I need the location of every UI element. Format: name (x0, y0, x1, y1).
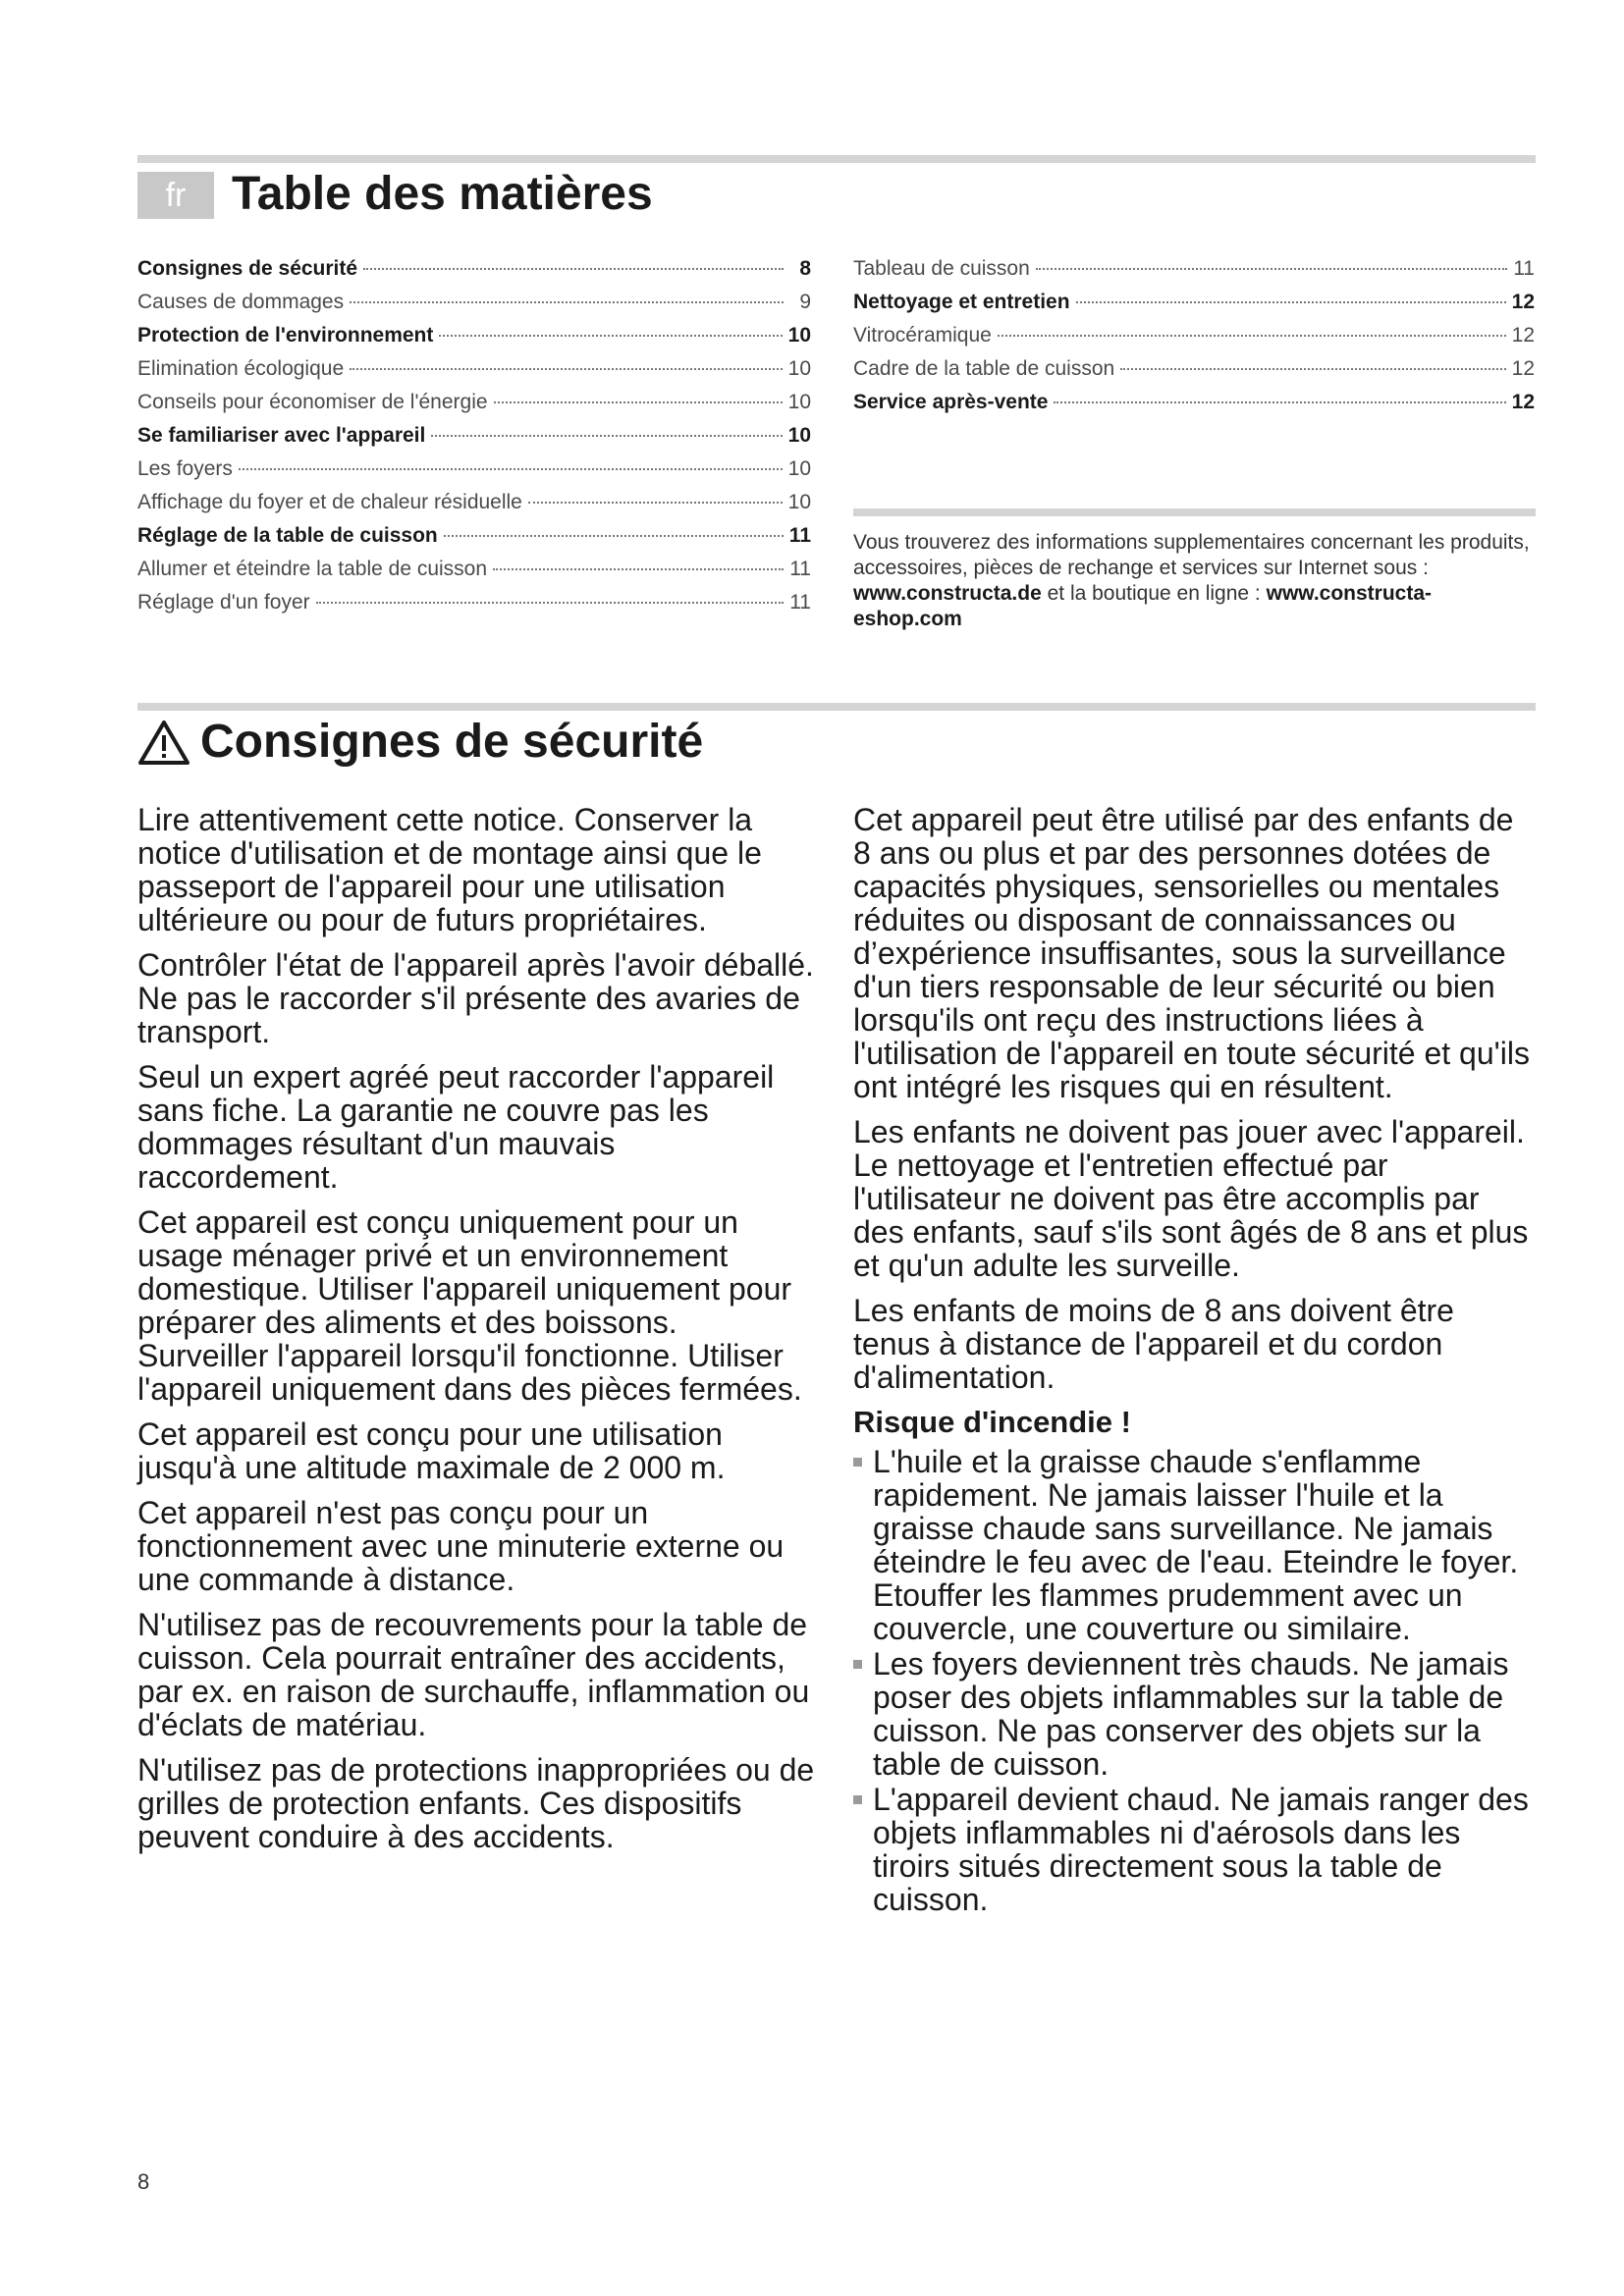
toc-leader-dots (439, 335, 782, 337)
toc-entry-label: Se familiariser avec l'appareil (137, 424, 426, 447)
toc-entry-page: 12 (1511, 391, 1535, 413)
toc-leader-dots (1036, 268, 1507, 270)
list-item (853, 1445, 1535, 1645)
safety-paragraph: N'utilisez pas de recouvrements pour la table de cuisson. Cela pourrait entraîner des accidents, par ex. en raison de surchauffe, inflammation ou d'éclats de matériau. (137, 1607, 810, 1742)
toc-entry[interactable] (137, 524, 811, 558)
toc-entry-page: 10 (787, 491, 811, 513)
toc-leader-dots (444, 535, 784, 537)
info-divider (853, 508, 1536, 516)
eshop-link[interactable]: www.constructa-eshop.com (853, 582, 1433, 630)
toc-entry-label: Tableau de cuisson (853, 257, 1030, 280)
toc-entry-label: Réglage d'un foyer (137, 591, 310, 614)
safety-paragraph: N'utilisez pas de protections inappropriées ou de grilles de protection enfants. Ces dispositifs peuvent conduire à des accidents. (137, 1752, 815, 1854)
toc-entry-page: 12 (1511, 324, 1535, 347)
toc-entry-label: Vitrocéramique (853, 324, 992, 347)
list-item (853, 1783, 1535, 1916)
toc-entry[interactable] (137, 257, 811, 291)
list-item-text: Les foyers deviennent très chauds. Ne jamais poser des objets inflammables sur la table de cuisson. Ne pas conserver des objets sur la table de cuisson. (873, 1646, 1509, 1782)
toc-entry-label: Consignes de sécurité (137, 257, 358, 280)
toc-entry[interactable] (853, 357, 1535, 391)
toc-leader-dots (1076, 301, 1506, 303)
toc-leader-dots (1054, 401, 1505, 403)
toc-leader-dots (998, 335, 1506, 337)
safety-paragraph: Seul un expert agréé peut raccorder l'appareil sans fiche. La garantie ne couvre pas les dommages résultant d'un mauvais raccordement. (137, 1059, 775, 1195)
toc-entry-page: 11 (1513, 257, 1535, 280)
toc-title: Table des matières (232, 168, 653, 220)
toc-entry-label: Elimination écologique (137, 357, 345, 380)
toc-entry-page: 10 (787, 457, 811, 480)
constructa-link[interactable]: www.constructa.de (853, 582, 1042, 605)
info-box (853, 530, 1535, 632)
info-text: Vous trouverez des informations supplementaires concernant les produits, accessoires, pièces de rechange et services sur Internet sous : (853, 531, 1530, 579)
toc-entry-label: Cadre de la table de cuisson (853, 357, 1115, 380)
toc-entry[interactable] (137, 357, 811, 391)
square-bullet-icon (853, 1660, 862, 1669)
list-item (853, 1647, 1535, 1781)
toc-entry-label: Affichage du foyer et de chaleur résiduelle (137, 491, 522, 513)
toc-entry[interactable] (137, 558, 811, 591)
toc-entry-page: 10 (787, 391, 811, 413)
toc-entry-page: 10 (787, 357, 811, 380)
toc-entry[interactable] (853, 257, 1535, 291)
safety-paragraph: Contrôler l'état de l'appareil après l'avoir déballé. Ne pas le raccorder s'il présente des avaries de transport. (137, 947, 814, 1049)
fire-risk-list (853, 1445, 1535, 1916)
toc-leader-dots (239, 468, 783, 470)
toc-entry[interactable] (137, 491, 811, 524)
safety-paragraph: Cet appareil peut être utilisé par des enfants de 8 ans ou plus et par des personnes dotées de capacités physiques, sensorielles ou mentales réduites ou disposant de connaissances ou d’expérience insuffisantes, sous la surveillance d'un tiers responsable de leur sécurité ou bien lorsqu'ils ont reçu des instructions liées à l'utilisation de l'appareil en toute sécurité et qu'ils ont intégré les risques qui en résultent. (853, 802, 1530, 1104)
safety-paragraph: Lire attentivement cette notice. Conserver la notice d'utilisation et de montage ainsi que le passeport de l'appareil pour une utilisation ultérieure ou pour de futurs propriétaires. (137, 802, 762, 937)
toc-entry-label: Nettoyage et entretien (853, 291, 1070, 313)
toc-entry-label: Allumer et éteindre la table de cuisson (137, 558, 488, 580)
toc-entry-page: 9 (799, 291, 811, 313)
info-text-2: et la boutique en ligne : (1041, 582, 1267, 605)
toc-leader-dots (363, 268, 784, 270)
square-bullet-icon (853, 1795, 862, 1804)
toc-entry[interactable] (137, 591, 811, 624)
toc-entry-label: Causes de dommages (137, 291, 345, 313)
toc-entry-page: 11 (788, 524, 811, 547)
toc-leader-dots (316, 602, 784, 604)
toc-entry-page: 10 (787, 324, 811, 347)
toc-entry-page: 11 (789, 558, 811, 580)
safety-right-column (853, 803, 1535, 1918)
toc-entry[interactable] (853, 324, 1535, 357)
toc-leader-dots (494, 401, 783, 403)
toc-entry[interactable] (137, 391, 811, 424)
toc-right-column (853, 257, 1535, 424)
toc-entry[interactable] (137, 457, 811, 491)
toc-leader-dots (350, 368, 783, 370)
safety-paragraph: Cet appareil est conçu pour une utilisation jusqu'à une altitude maximale de 2 000 m. (137, 1416, 726, 1485)
section-divider (137, 703, 1536, 711)
safety-paragraph: Les enfants de moins de 8 ans doivent être tenus à distance de l'appareil et du cordon d'alimentation. (853, 1293, 1454, 1395)
safety-paragraph: Cet appareil n'est pas conçu pour un fonctionnement avec une minuterie externe ou une commande à distance. (137, 1495, 785, 1597)
toc-left-column (137, 257, 811, 624)
toc-entry[interactable] (853, 291, 1535, 324)
list-item-text: L'huile et la graisse chaude s'enflamme rapidement. Ne jamais laisser l'huile et la graisse chaude sans surveillance. Ne jamais éteindre le feu avec de l'eau. Eteindre le foyer. Etouffer les flammes prudemment avec un couvercle, une couverture ou similaire. (873, 1444, 1519, 1646)
page-number: 8 (137, 2169, 150, 2194)
safety-paragraph: Cet appareil est conçu uniquement pour un usage ménager privé et un environnement domestique. Utiliser l'appareil uniquement pour préparer des aliments et des boissons. Surveiller l'appareil lorsqu'il fonctionne. Utiliser l'appareil uniquement dans des pièces fermées. (137, 1204, 802, 1407)
top-divider (137, 155, 1536, 163)
safety-paragraph: Les enfants ne doivent pas jouer avec l'appareil. Le nettoyage et l'entretien effectué par l'utilisateur ne doivent pas être accomplis par des enfants, sauf s'ils sont âgés de 8 ans et plus et qu'un adulte les surveille. (853, 1114, 1529, 1283)
toc-leader-dots (431, 435, 782, 437)
toc-entry-label: Réglage de la table de cuisson (137, 524, 438, 547)
toc-entry[interactable] (853, 391, 1535, 424)
list-item-text: L'appareil devient chaud. Ne jamais ranger des objets inflammables ni d'aérosols dans les tiroirs situés directement sous la table de cuisson. (873, 1782, 1529, 1917)
language-badge: fr (137, 172, 214, 219)
toc-leader-dots (1120, 368, 1505, 370)
toc-entry-label: Les foyers (137, 457, 233, 480)
toc-entry-page: 10 (787, 424, 811, 447)
toc-entry-label: Protection de l'environnement (137, 324, 434, 347)
toc-leader-dots (493, 568, 784, 570)
safety-left-column (137, 803, 815, 1865)
toc-entry-label: Conseils pour économiser de l'énergie (137, 391, 488, 413)
toc-leader-dots (350, 301, 784, 303)
toc-leader-dots (528, 502, 783, 504)
square-bullet-icon (853, 1458, 862, 1467)
toc-entry[interactable] (137, 424, 811, 457)
toc-entry[interactable] (137, 324, 811, 357)
toc-entry-page: 12 (1511, 291, 1535, 313)
safety-title: Consignes de sécurité (200, 716, 704, 768)
toc-entry-label: Service après-vente (853, 391, 1049, 413)
toc-entry-page: 12 (1511, 357, 1535, 380)
safety-heading (137, 715, 703, 769)
toc-entry[interactable] (137, 291, 811, 324)
toc-entry-page: 8 (799, 257, 811, 280)
toc-entry-page: 11 (789, 591, 811, 614)
warning-triangle-icon (137, 719, 190, 766)
fire-risk-heading: Risque d'incendie ! (853, 1405, 1131, 1439)
